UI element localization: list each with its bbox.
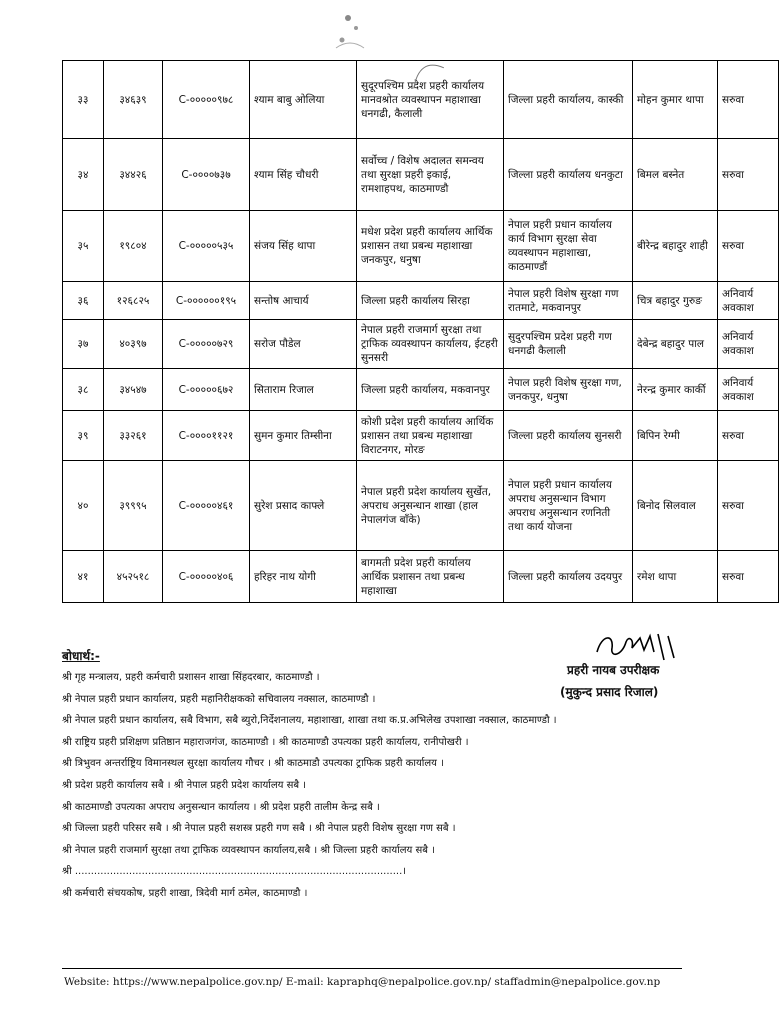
- cell-code: C-००००११२१: [163, 411, 250, 461]
- cell-sup: बिपिन रेग्मी: [633, 411, 718, 461]
- footer-divider: [62, 968, 682, 969]
- cell-name: सरोज पौडेल: [250, 320, 357, 369]
- cell-from: मधेश प्रदेश प्रहरी कार्यालय आर्थिक प्रशासन तथा प्रबन्ध महाशाखा जनकपुर, धनुषा: [357, 211, 504, 282]
- cell-name: श्याम बाबु ओलिया: [250, 61, 357, 139]
- table-row: [63, 551, 779, 603]
- cell-action: सरुवा: [718, 551, 779, 603]
- cell-code: C-०००००९७८: [163, 61, 250, 139]
- cell-name: सिताराम रिजाल: [250, 369, 357, 411]
- cell-from: जिल्ला प्रहरी कार्यालय सिरहा: [357, 282, 504, 320]
- officer-signature: [592, 630, 682, 664]
- cc-line: श्री राष्ट्रिय प्रहरी प्रशिक्षण प्रतिष्ठान महाराजगंज, काठमाण्डौ । श्री काठमाण्डौ उपत्यका प्रहरी कार्यालय, रानीपोखरी ।: [62, 736, 469, 748]
- table-row: [63, 211, 779, 282]
- cell-sn: ३३: [63, 61, 104, 139]
- cell-sup: रमेश थापा: [633, 551, 718, 603]
- cell-sn: ३४: [63, 139, 104, 211]
- transfer-table: [62, 60, 779, 603]
- cell-from: नेपाल प्रहरी प्रदेश कार्यालय सुर्खेत, अपराध अनुसन्धान शाखा (हाल नेपालगंज बाँके): [357, 461, 504, 551]
- cell-name: श्याम सिंह चौधरी: [250, 139, 357, 211]
- cell-name: सुमन कुमार तिम्सीना: [250, 411, 357, 461]
- stamp-mark: [330, 0, 370, 55]
- cc-line: श्री त्रिभुवन अन्तर्राष्ट्रिय विमानस्थल सुरक्षा कार्यालय गौचर । श्री काठमाडौ उपत्यका ट्राफिक प्रहरी कार्यालय ।: [62, 758, 444, 770]
- cell-action: सरुवा: [718, 61, 779, 139]
- table-row: [63, 369, 779, 411]
- cell-name: संजय सिंह थापा: [250, 211, 357, 282]
- cell-sup: बीरेन्द्र बहादुर शाही: [633, 211, 718, 282]
- cell-id: ३३२६१: [104, 411, 163, 461]
- cc-line: श्री नेपाल प्रहरी राजमार्ग सुरक्षा तथा ट्राफिक व्यवस्थापन कार्यालय,सबै । श्री जिल्ला प्रहरी कार्यालय सबै ।: [62, 844, 435, 856]
- cell-from: सुदूरपश्चिम प्रदेश प्रहरी कार्यालय मानवश्रोत व्यवस्थापन महाशाखा धनगढी, कैलाली: [357, 61, 504, 139]
- cell-from: सर्वोच्च / विशेष अदालत समन्वय तथा सुरक्षा प्रहरी इकाई, रामशाहपथ, काठमाण्डौ: [357, 139, 504, 211]
- bodharth-label: बोधार्थ:-: [62, 649, 100, 663]
- cell-to: जिल्ला प्रहरी कार्यालय उदयपुर: [504, 551, 633, 603]
- cell-to: जिल्ला प्रहरी कार्यालय धनकुटा: [504, 139, 633, 211]
- cell-code: C-०००००४६१: [163, 461, 250, 551]
- cell-sup: बिमल बस्नेत: [633, 139, 718, 211]
- cell-action: सरुवा: [718, 211, 779, 282]
- cell-sup: मोहन कुमार थापा: [633, 61, 718, 139]
- footer-contact: Website: https://www.nepalpolice.gov.np/ E-mail: kapraphq@nepalpolice.gov.np/ staffadmin@nepalpolice.gov.np: [64, 976, 661, 988]
- table-row: [63, 461, 779, 551]
- cell-name: सुरेश प्रसाद काफ्ले: [250, 461, 357, 551]
- cell-sup: नेरन्द्र कुमार कार्की: [633, 369, 718, 411]
- cc-line: श्री गृह मन्त्रालय, प्रहरी कर्मचारी प्रशासन शाखा सिंहदरबार, काठमाण्डौ ।: [62, 672, 320, 683]
- cc-line: श्री कर्मचारी संचयकोष, प्रहरी शाखा, त्रिदेवी मार्ग ठमेल, काठमाण्डौ ।: [62, 887, 308, 899]
- table-row: [63, 411, 779, 461]
- cell-action: अनिवार्य अवकाश: [718, 320, 779, 369]
- cell-from: जिल्ला प्रहरी कार्यालय, मकवानपुर: [357, 369, 504, 411]
- cell-to: नेपाल प्रहरी प्रधान कार्यालय अपराध अनुसन्धान विभाग अपराध अनुसन्धान रणनिती तथा कार्य योजना: [504, 461, 633, 551]
- cell-id: १९८०४: [104, 211, 163, 282]
- cell-name: हरिहर नाथ योगी: [250, 551, 357, 603]
- cell-to: नेपाल प्रहरी विशेष सुरक्षा गण, जनकपुर, धनुषा: [504, 369, 633, 411]
- cell-sn: ३९: [63, 411, 104, 461]
- cc-line: श्री जिल्ला प्रहरी परिसर सबै । श्री नेपाल प्रहरी सशस्त्र प्रहरी गण सबै । श्री नेपाल प्रहरी विशेष सुरक्षा गण सबै ।: [62, 823, 456, 835]
- cell-name: सन्तोष आचार्य: [250, 282, 357, 320]
- officer-title: प्रहरी नायब उपरीक्षक: [567, 663, 660, 677]
- cell-sn: ३७: [63, 320, 104, 369]
- officer-name: (मुकुन्द प्रसाद रिजाल): [560, 685, 659, 699]
- cell-sn: ३६: [63, 282, 104, 320]
- cell-sn: ४०: [63, 461, 104, 551]
- cell-id: ३९९९५: [104, 461, 163, 551]
- cell-code: C-०००००६७२: [163, 369, 250, 411]
- cell-id: ४०३९७: [104, 320, 163, 369]
- cell-from: कोशी प्रदेश प्रहरी कार्यालय आर्थिक प्रशासन तथा प्रबन्ध महाशाखा विराटनगर, मोरङ: [357, 411, 504, 461]
- table-row: [63, 282, 779, 320]
- cell-id: ३४६३९: [104, 61, 163, 139]
- cell-action: सरुवा: [718, 139, 779, 211]
- cell-sn: ३५: [63, 211, 104, 282]
- cell-id: ३४५४७: [104, 369, 163, 411]
- cell-id: ४५२५१८: [104, 551, 163, 603]
- cell-action: अनिवार्य अवकाश: [718, 369, 779, 411]
- cell-from: नेपाल प्रहरी राजमार्ग सुरक्षा तथा ट्राफिक व्यवस्थापन कार्यालय, ईटहरी सुनसरी: [357, 320, 504, 369]
- cell-sup: देबेन्द्र बहादुर पाल: [633, 320, 718, 369]
- table-row: [63, 320, 779, 369]
- cell-code: C-००००७३७: [163, 139, 250, 211]
- cell-id: १२६८२५: [104, 282, 163, 320]
- cell-code: C-००००००१९५: [163, 282, 250, 320]
- cell-sn: ४१: [63, 551, 104, 603]
- cc-line: श्री काठमाण्डौ उपत्यका अपराध अनुसन्धान कार्यालय । श्री प्रदेश प्रहरी तालीम केन्द्र सबै ।: [62, 801, 380, 813]
- cc-list: [62, 667, 662, 905]
- cell-code: C-०००००५३५: [163, 211, 250, 282]
- cell-action: सरुवा: [718, 461, 779, 551]
- cc-line: श्री .......................................................................................................।: [62, 866, 407, 878]
- cc-line: श्री प्रदेश प्रहरी कार्यालय सबै । श्री नेपाल प्रहरी प्रदेश कार्यालय सबै ।: [62, 779, 307, 791]
- table-row: [63, 139, 779, 211]
- cell-sup: बिनोद सिलवाल: [633, 461, 718, 551]
- cell-to: जिल्ला प्रहरी कार्यालय, कास्की: [504, 61, 633, 139]
- cc-line: श्री नेपाल प्रहरी प्रधान कार्यालय, प्रहरी महानिरीक्षकको सचिवालय नक्साल, काठमाण्डौ ।: [62, 693, 376, 705]
- cell-from: बागमती प्रदेश प्रहरी कार्यालय आर्थिक प्रशासन तथा प्रबन्ध महाशाखा: [357, 551, 504, 603]
- cc-line: श्री नेपाल प्रहरी प्रधान कार्यालय, सबै विभाग, सबै ब्युरो,निर्देशनालय, महाशाखा, शाखा तथा क.प्र.अभिलेख उपशाखा नक्साल, काठमाण्डौ ।: [62, 715, 557, 727]
- cell-sup: चित्र बहादुर गुरुङ: [633, 282, 718, 320]
- cell-code: C-०००००४०६: [163, 551, 250, 603]
- cell-to: नेपाल प्रहरी प्रधान कार्यालय कार्य विभाग सुरक्षा सेवा व्यवस्थापन महाशाखा, काठमाण्डौं: [504, 211, 633, 282]
- cell-to: नेपाल प्रहरी विशेष सुरक्षा गण रातमाटे, मकवानपुर: [504, 282, 633, 320]
- cell-id: ३४४२६: [104, 139, 163, 211]
- cell-to: जिल्ला प्रहरी कार्यालय सुनसरी: [504, 411, 633, 461]
- cell-action: अनिवार्य अवकाश: [718, 282, 779, 320]
- cell-code: C-०००००७२९: [163, 320, 250, 369]
- cell-to: सुदुरपश्चिम प्रदेश प्रहरी गण धनगढी कैलाली: [504, 320, 633, 369]
- cell-sn: ३८: [63, 369, 104, 411]
- cell-action: सरुवा: [718, 411, 779, 461]
